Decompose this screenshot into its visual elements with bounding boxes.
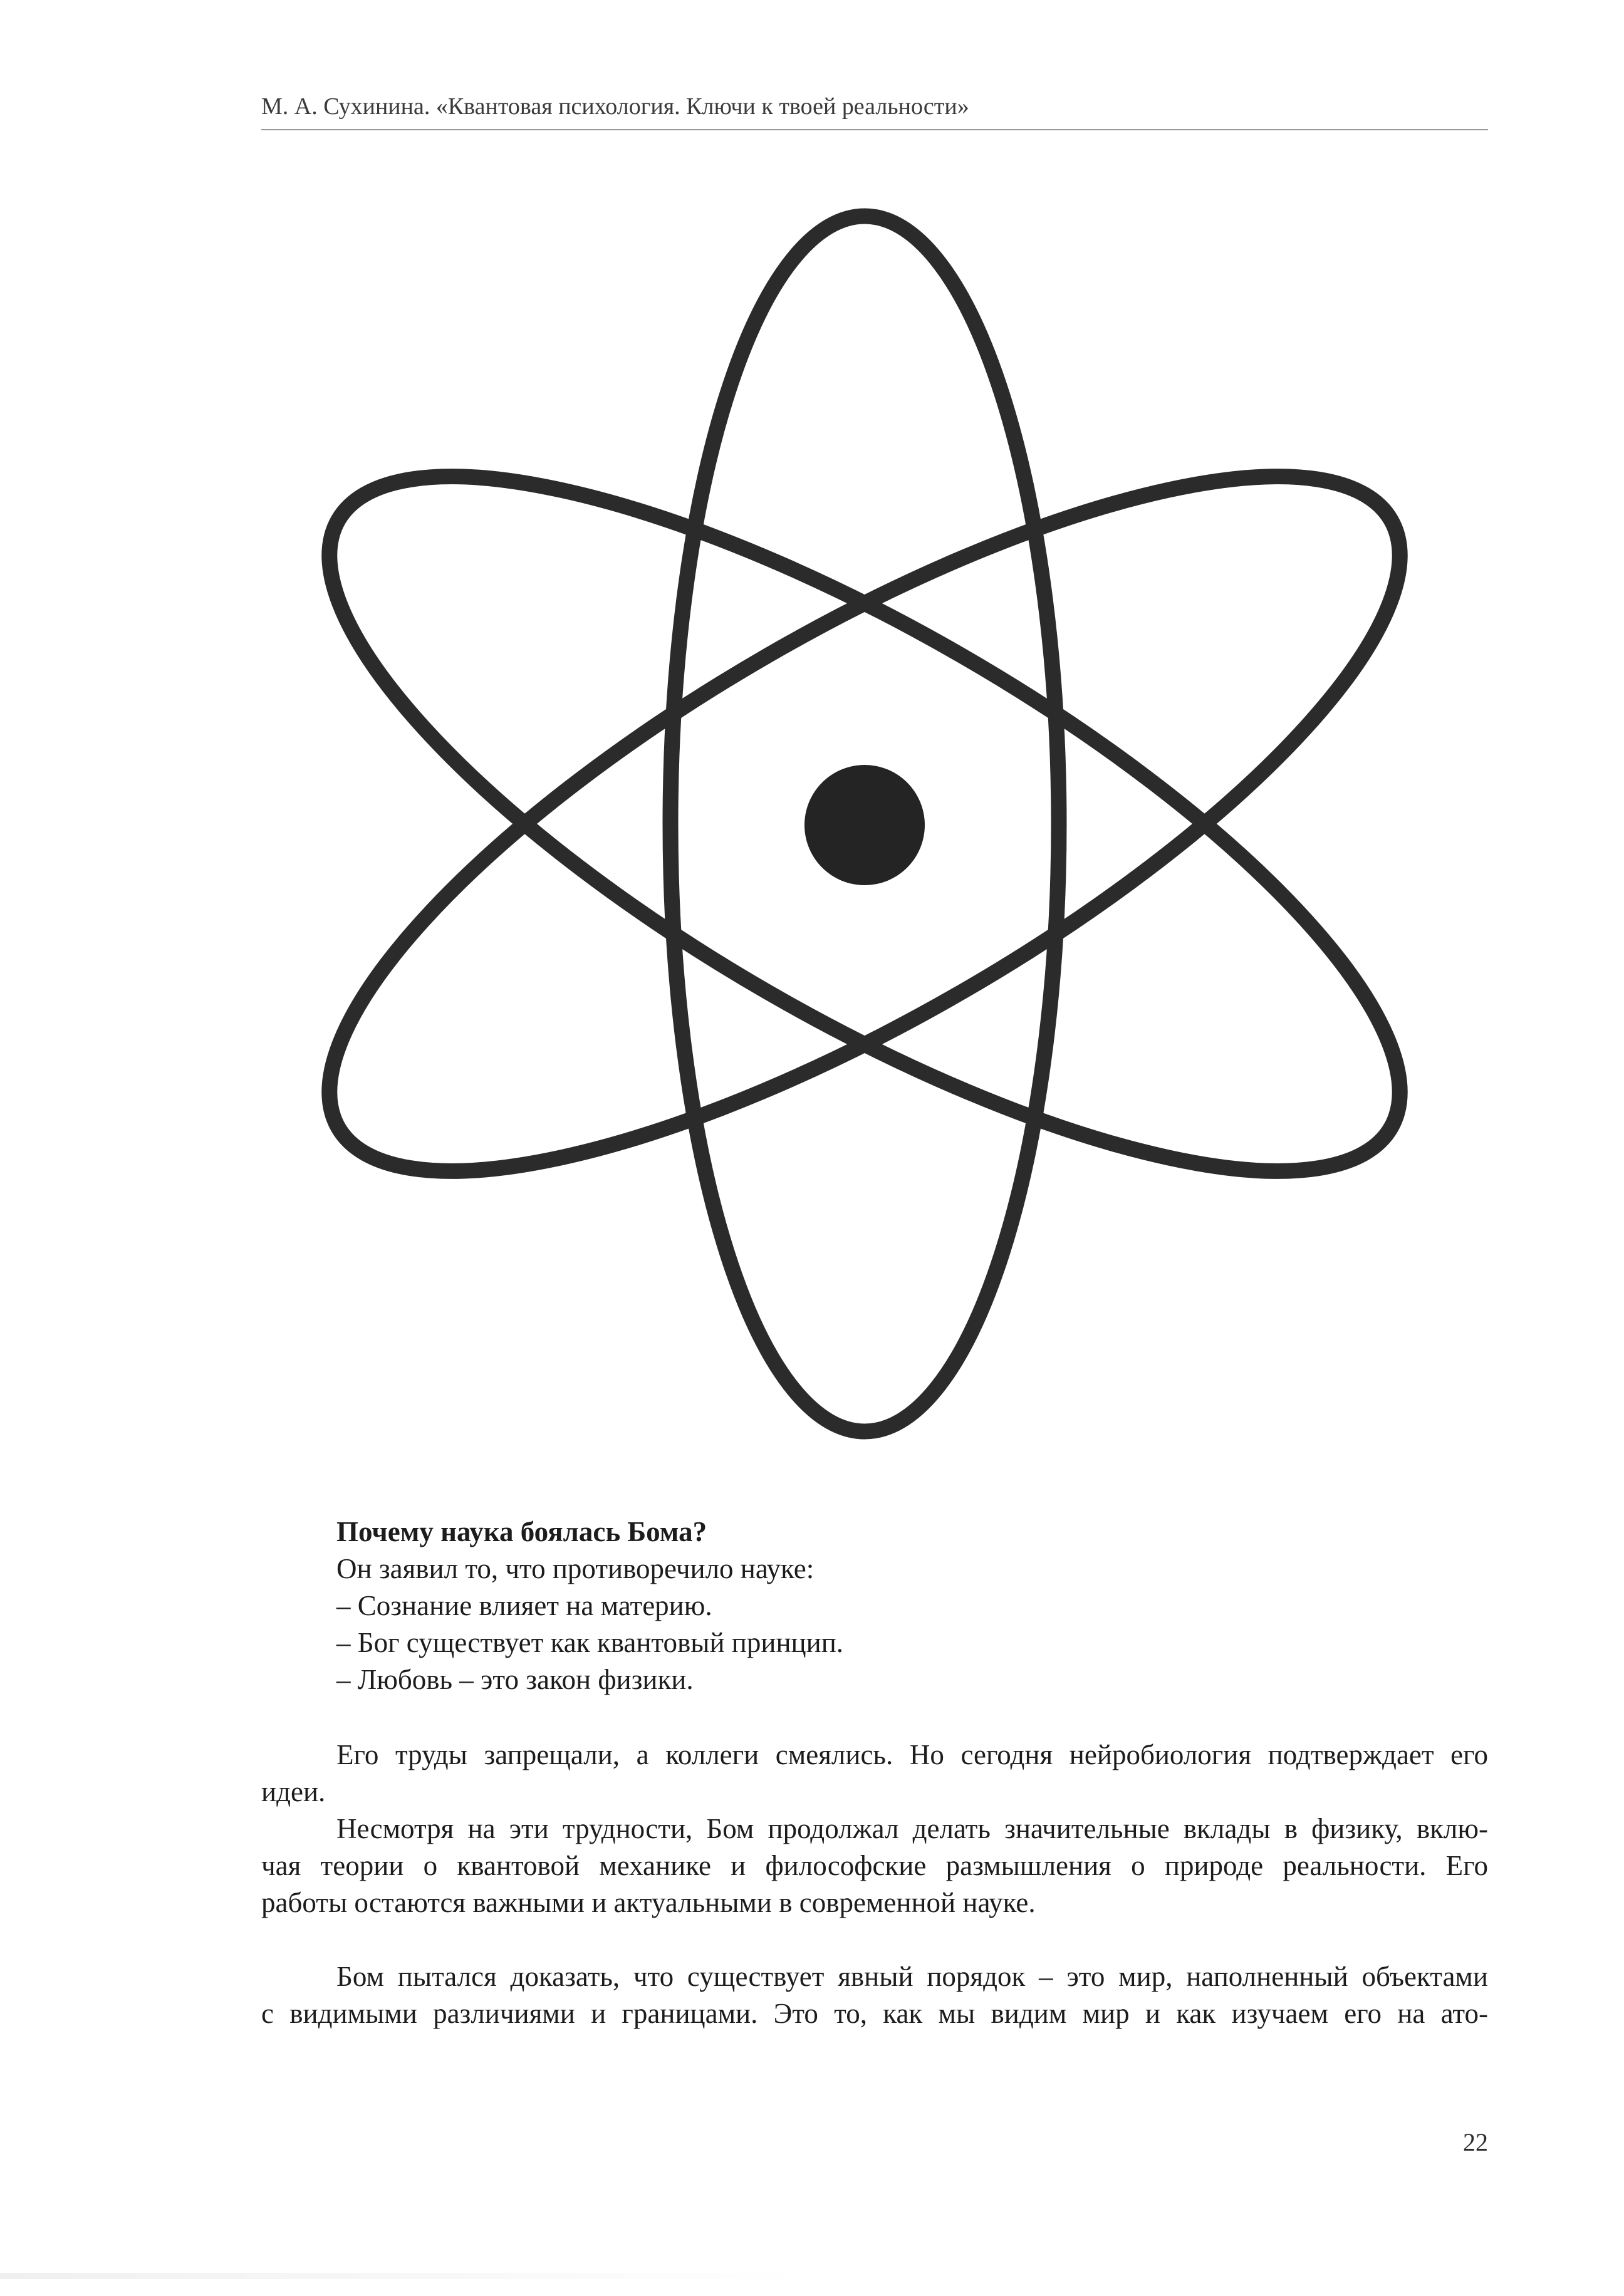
body-text <box>261 1737 1488 2032</box>
body-line: Его труды запрещали, а коллеги смеялись. Но сегодня нейробиология подтверждает его <box>336 1739 1488 1770</box>
body-line: Несмотря на эти трудности, Бом продолжал делать значительные вклады в физику, вклю- <box>336 1813 1488 1844</box>
atom-illustration <box>313 200 1429 1466</box>
running-header: М. А. Сухинина. «Квантовая психология. Ключи к твоей реальности» <box>261 93 969 120</box>
list-item: – Бог существует как квантовый принцип. <box>336 1627 844 1658</box>
body-line: чая теории о квантовой механике и философские размышления о природе реальности. Его <box>261 1850 1488 1881</box>
body-line: Бом пытался доказать, что существует явный порядок – это мир, наполненный объектами <box>336 1961 1488 1992</box>
atom-icon <box>313 200 1429 1466</box>
body-line: с видимыми различиями и границами. Это то, как мы видим мир и как изучаем его на ато- <box>261 1998 1488 2029</box>
list-item: – Любовь – это закон физики. <box>336 1664 694 1695</box>
list-item: – Сознание влияет на материю. <box>336 1590 712 1621</box>
paragraph-gap <box>261 1921 1488 1958</box>
scan-edge-shadow <box>0 2273 815 2279</box>
body-line: идеи. <box>261 1776 326 1807</box>
body-line: работы остаются важными и актуальными в современной науке. <box>261 1887 1036 1918</box>
header-rule <box>261 129 1488 130</box>
section-heading: Почему наука боялась Бома? <box>336 1516 707 1547</box>
page-number: 22 <box>1463 2128 1488 2156</box>
atom-nucleus <box>804 765 925 885</box>
section-list <box>261 1514 1488 1698</box>
section-intro: Он заявил то, что противоречило науке: <box>336 1553 815 1584</box>
